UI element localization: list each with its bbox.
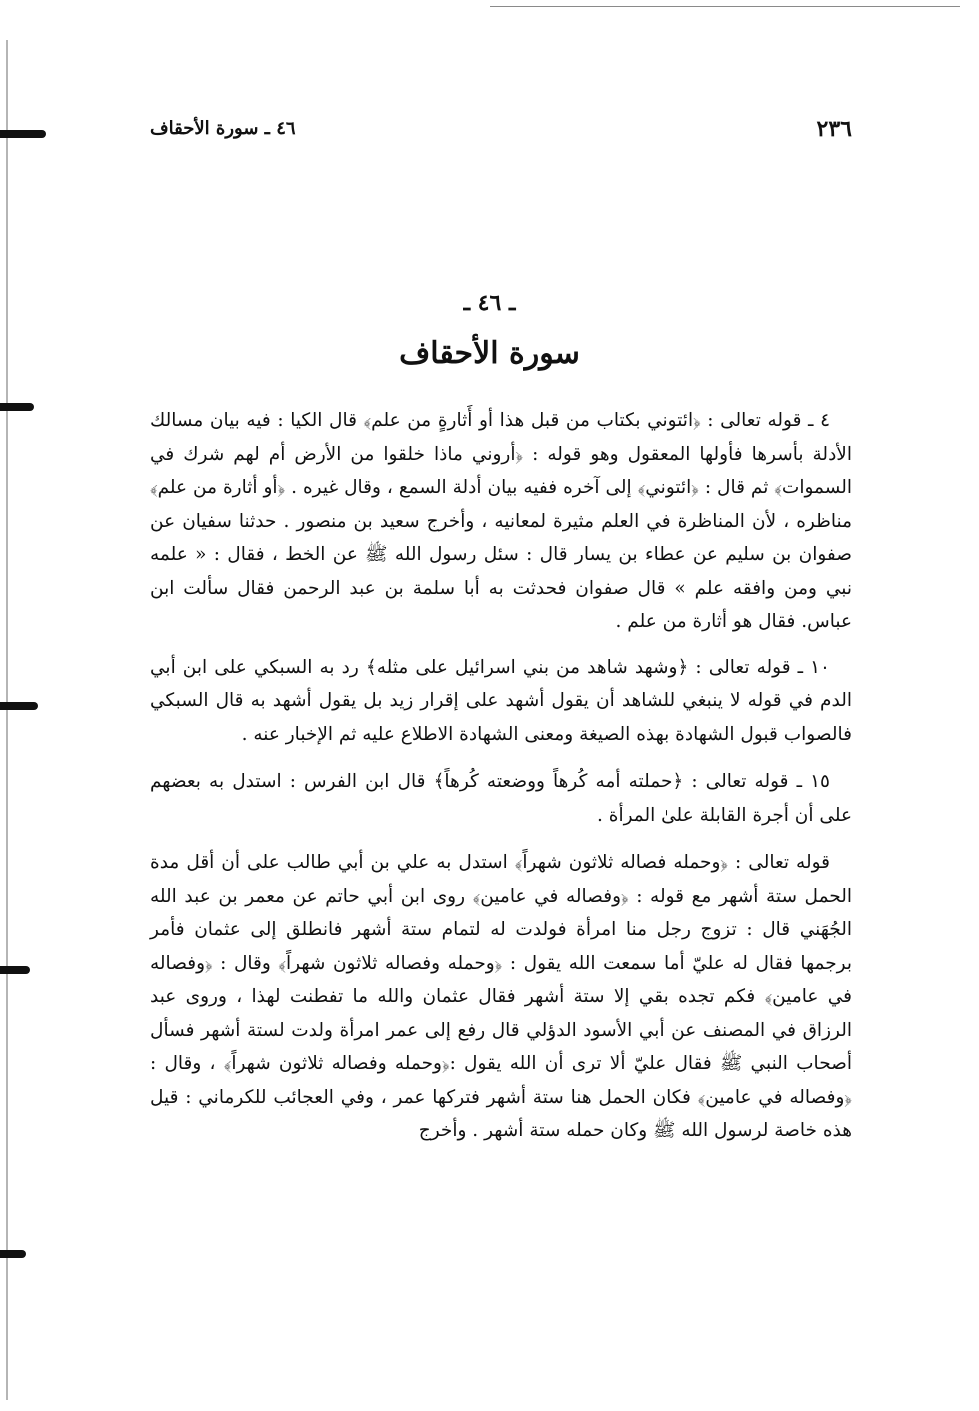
binding-mark: [0, 966, 30, 974]
paragraph-verse-4: ٤ ـ قوله تعالى : ﴿ائتوني بكتاب من قبل هذا أو أَثارةٍ من علم﴾ قال الكيا : فيه بيان مسالك الأدلة بأسرها فأولها المعقول وهو قوله : ﴿أروني ماذا خلقوا من الأرض أم لهم شرك في السموات﴾ ثم قال : ﴿ائتوني﴾ إلى آخره ففيه بيان أدلة السمع ، وقال غيره . ﴿أو أثارة من علم﴾ مناظره ، لأن المناظرة في العلم مثيرة لمعانيه ، وأخرج سعيد بن منصور . حدثنا سفيان عن صفوان بن سليم عن عطاء بن يسار قال : سئل رسول الله ﷺ عن الخط ، فقال : « علمه نبي ومن وافقه علم » قال صفوان فحدثت به أبا سلمة بن عبد الرحمن فقال سألت ابن عباس. فقال هو أثارة من علم .: [150, 410, 852, 632]
binding-mark: [0, 702, 38, 710]
chapter-title: سورة الأحقاف: [399, 336, 580, 371]
binding-mark: [0, 403, 34, 411]
chapter-number: ـ ٤٦ ـ: [463, 290, 516, 316]
paragraph-verse-15: ١٥ ـ قوله تعالى : ﴿حملته أمه كُرهاً ووضعته كُرهاً﴾ قال ابن الفرس : استدل به بعضهم على أن أجرة القابلة علىٰ المرأة .: [150, 771, 852, 826]
binding-mark: [0, 1250, 26, 1258]
body-text: [150, 404, 852, 1162]
margin-rule: [6, 40, 8, 1400]
running-head: ٤٦ ـ سورة الأحقاف: [150, 118, 296, 139]
top-rule: [490, 6, 960, 7]
paragraph-gestation: قوله تعالى : ﴿وحمله فصاله ثلاثون شهراً﴾ استدل به علي بن أبي طالب على أن أقل مدة الحمل ستة أشهر مع قوله : ﴿وفصاله في عامين﴾ روى ابن أبي حاتم عن معمر بن عبد الله الجُهَني قال : تزوج رجل منا امرأة فولدت له لتمام ستة أشهر فانطلق إلى عثمان فأمر برجمها فقال له عليّ أما سمعت الله يقول : ﴿وحمله وفصاله ثلاثون شهراً﴾ وقال : ﴿وفصاله في عامين﴾ فكم تجده بقي إلا ستة أشهر فقال عثمان والله ما تفطنت لهذا ، وروى عبد الرزاق في المصنف عن أبي الأسود الدؤلي قال رفع إلى عمر امرأة ولدت لستة أشهر فسأل أصحاب النبي ﷺ فقال عليّ ألا ترى أن الله يقول :﴿وحمله وفصاله ثلاثون شهراً﴾ ، وقال : ﴿وفصاله في عامين﴾ فكان الحمل هنا ستة أشهر فتركها عمر ، وفي العجائب للكرماني : قيل هذه خاصة لرسول الله ﷺ وكان حمله ستة أشهر . وأخرج: [150, 852, 852, 1141]
binding-mark: [0, 130, 46, 138]
page-number: ٢٣٦: [816, 116, 852, 142]
paragraph-verse-10: ١٠ ـ قوله تعالى : ﴿وشهد شاهد من بني اسرائيل على مثله﴾ رد به السبكي على ابن أبي الدم في قوله لا ينبغي للشاهد أن يقول أشهد على إقرار زيد بل يقول أشهد به قال السبكي فالصواب قبول الشهادة بهذه الصيغة ومعنى الشهادة الاطلاع عليه ثم الإخبار عنه .: [150, 656, 852, 745]
